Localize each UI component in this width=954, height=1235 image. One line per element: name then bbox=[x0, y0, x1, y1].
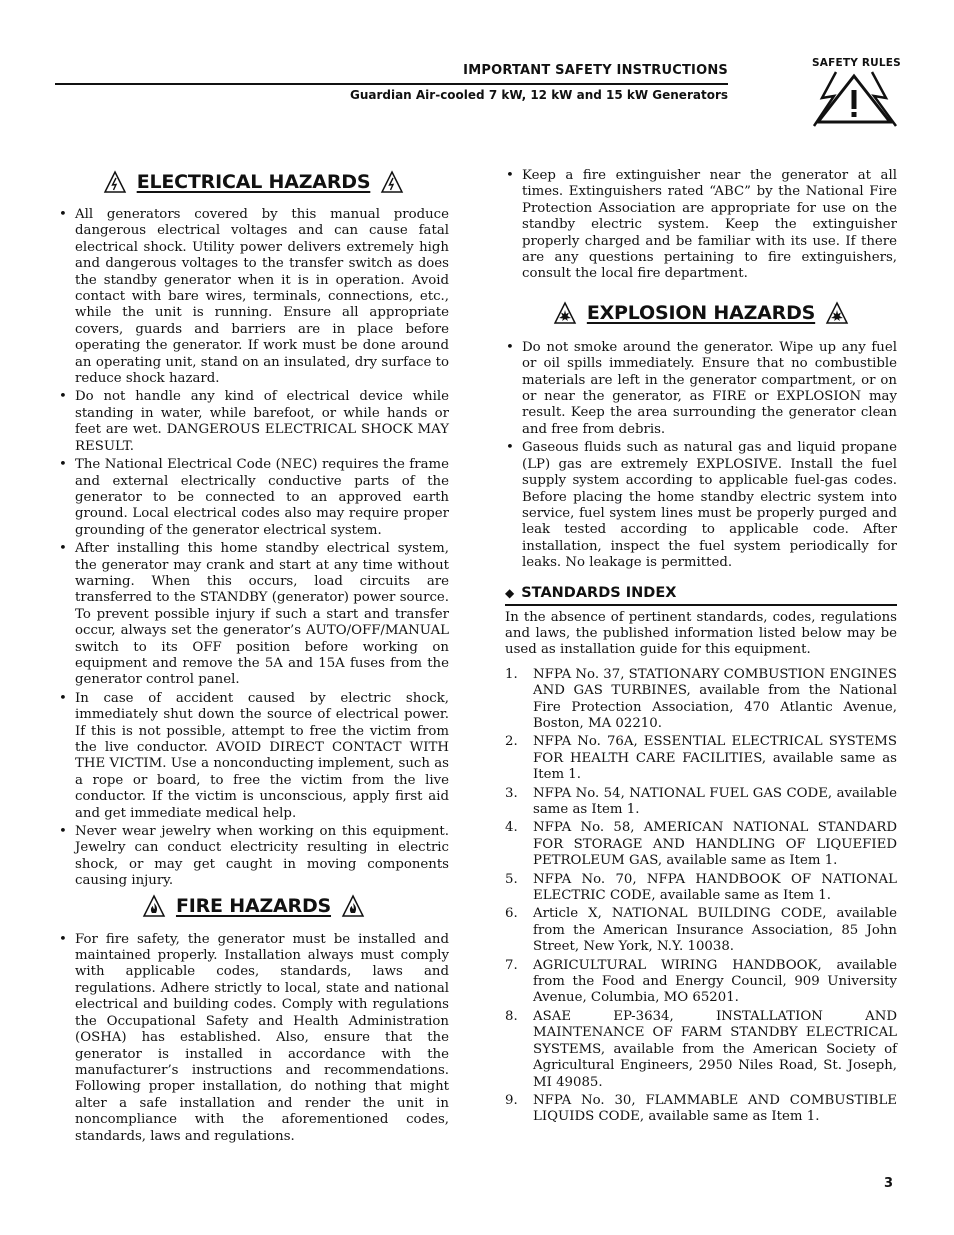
list-item: 1. NFPA No. 37, STATIONARY COMBUSTION ENGINES AND GAS TURBINES, available from the National Fire Protection Association, 470 Atlantic Avenue, Boston, MA 02210. bbox=[505, 666, 897, 731]
list-item: 7. AGRICULTURAL WIRING HANDBOOK, available from the Food and Energy Council, 909 University Avenue, Columbia, MO 65201. bbox=[505, 957, 897, 1006]
electrical-warning-icon bbox=[380, 170, 404, 194]
electrical-hazards-list bbox=[58, 207, 449, 890]
standards-intro: In the absence of pertinent standards, codes, regulations and laws, the published information listed below may be used as installation guide for this equipment. bbox=[505, 609, 897, 658]
electrical-hazards-heading bbox=[58, 170, 449, 194]
explosion-hazards-list bbox=[505, 340, 897, 572]
list-item: 4. NFPA No. 58, AMERICAN NATIONAL STANDARD FOR STORAGE AND HANDLING OF LIQUEFIED PETROLEUM GAS, available same as Item 1. bbox=[505, 820, 897, 869]
list-item: • Never wear jewelry when working on this equipment. Jewelry can conduct electricity resulting in electric shock, or may get caught in moving components causing injury. bbox=[58, 824, 449, 890]
list-item: 6. Article X, NATIONAL BUILDING CODE, available from the American Insurance Association, 85 John Street, New York, N.Y. 10038. bbox=[505, 906, 897, 955]
list-item: • The National Electrical Code (NEC) requires the frame and external electrically conductive parts of the generator to be connected to an approved earth ground. Local electrical codes also may require proper grounding of the generator electrical system. bbox=[58, 457, 449, 539]
standards-index-title: STANDARDS INDEX bbox=[521, 584, 677, 601]
standards-index-heading bbox=[505, 585, 897, 606]
electrical-hazards-title: ELECTRICAL HAZARDS bbox=[136, 171, 371, 193]
fire-warning-icon bbox=[341, 894, 365, 918]
list-item: 2. NFPA No. 76A, ESSENTIAL ELECTRICAL SYSTEMS FOR HEALTH CARE FACILITIES, available same as Item 1. bbox=[505, 734, 897, 783]
document-title: IMPORTANT SAFETY INSTRUCTIONS bbox=[463, 63, 728, 78]
explosion-warning-icon bbox=[825, 301, 849, 325]
document-subtitle: Guardian Air-cooled 7 kW, 12 kW and 15 kW Generators bbox=[349, 88, 728, 102]
explosion-hazards-heading bbox=[505, 301, 897, 325]
list-item: 9. NFPA No. 30, FLAMMABLE AND COMBUSTIBLE LIQUIDS CODE, available same as Item 1. bbox=[505, 1092, 897, 1125]
electrical-warning-icon bbox=[103, 170, 127, 194]
left-column bbox=[58, 170, 449, 1147]
diamond-bullet-icon: ◆ bbox=[505, 585, 515, 600]
fire-hazards-list-continued bbox=[505, 168, 897, 283]
header-rule bbox=[55, 83, 728, 85]
list-item: 8. ASAE EP-3634, INSTALLATION AND MAINTENANCE OF FARM STANDBY ELECTRICAL SYSTEMS, available from the American Society of Agricultural Engineers, 2950 Niles Road, St. Joseph, MI 49085. bbox=[505, 1008, 897, 1090]
explosion-hazards-title: EXPLOSION HAZARDS bbox=[586, 301, 816, 324]
list-item: • After installing this home standby electrical system, the generator may crank and start at any time without warning. When this occurs, load circuits are transferred to the STANDBY (generator) power source. To prevent possible injury if such a start and transfer occur, always set the generator’s AUTO/OFF/MANUAL switch to its OFF position before working on equipment and remove the 5A and 15A fuses from the generator control panel. bbox=[58, 541, 449, 689]
list-item: • All generators covered by this manual produce dangerous electrical voltages and can cause fatal electrical shock. Utility power delivers extremely high and dangerous voltages to the transfer switch as does the standby generator when it is in operation. Avoid contact with bare wires, terminals, connections, etc., while the unit is running. Ensure all appropriate covers, guards and barriers are in place before operating the generator. If work must be done around an operating unit, stand on an insulated, dry surface to reduce shock hazard. bbox=[58, 207, 449, 387]
standards-list bbox=[505, 667, 897, 1126]
fire-hazards-list bbox=[58, 932, 449, 1145]
page-number: 3 bbox=[884, 1176, 894, 1191]
list-item: 5. NFPA No. 70, NFPA HANDBOOK OF NATIONAL ELECTRIC CODE, available same as Item 1. bbox=[505, 871, 897, 904]
fire-warning-icon bbox=[142, 894, 166, 918]
explosion-warning-icon bbox=[553, 301, 577, 325]
fire-hazards-title: FIRE HAZARDS bbox=[175, 894, 332, 917]
safety-rules-label: SAFETY RULES bbox=[812, 57, 901, 69]
list-item: • Keep a fire extinguisher near the generator at all times. Extinguishers rated “ABC” by the National Fire Protection Association are appropriate for use on the standby electric system. Keep the extinguisher properly charged and be familiar with its use. If there are any questions pertaining to fire extinguishers, consult the local fire department. bbox=[505, 168, 897, 283]
list-item: • For fire safety, the generator must be installed and maintained properly. Installation always must comply with applicable codes, standards, laws and regulations. Adhere strictly to local, state and national electrical and building codes. Comply with regulations the Occupational Safety and Health Administration (OSHA) has established. Also, ensure that the generator is installed in accordance with the manufacturer’s instructions and recommendations. Following proper installation, do nothing that might alter a safe installation and render the unit in noncompliance with the aforementioned codes, standards, laws and regulations. bbox=[58, 932, 449, 1145]
list-item: • Do not handle any kind of electrical device while standing in water, while barefoot, or while hands or feet are wet. DANGEROUS ELECTRICAL SHOCK MAY RESULT. bbox=[58, 389, 449, 455]
list-item: • Gaseous fluids such as natural gas and liquid propane (LP) gas are extremely EXPLOSIVE. Install the fuel supply system according to applicable fuel-gas codes. Before placing the home standby electric system into service, fuel system lines must be properly purged and leak tested according to applicable code. After installation, inspect the fuel system periodically for leaks. No leakage is permitted. bbox=[505, 440, 897, 571]
right-column bbox=[505, 168, 897, 1128]
list-item: 3. NFPA No. 54, NATIONAL FUEL GAS CODE, available same as Item 1. bbox=[505, 785, 897, 817]
list-item: • Do not smoke around the generator. Wipe up any fuel or oil spills immediately. Ensure that no combustible materials are left in the generator compartment, or on or near the generator, as FIRE or EXPLOSION may result. Keep the area surrounding the generator clean and free from debris. bbox=[505, 340, 897, 438]
safety-lightning-warning-icon bbox=[808, 70, 900, 128]
list-item: • In case of accident caused by electric shock, immediately shut down the source of electrical power. If this is not possible, attempt to free the victim from the live conductor. AVOID DIRECT CONTACT WITH THE VICTIM. Use a nonconducting implement, such as a rope or board, to free the victim from the live conductor. If the victim is unconscious, apply first aid and get immediate medical help. bbox=[58, 691, 449, 822]
fire-hazards-heading bbox=[58, 894, 449, 918]
